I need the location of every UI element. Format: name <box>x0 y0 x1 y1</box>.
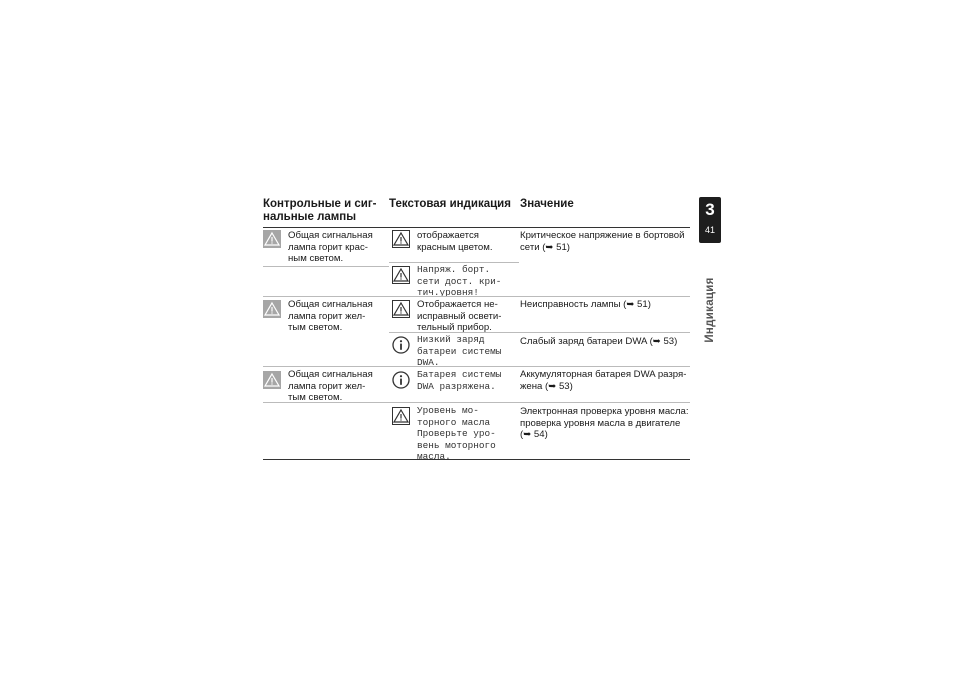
row-divider <box>389 262 519 263</box>
row3-display-message: Низкий заряд батареи системы DWA. <box>417 334 502 368</box>
row-divider <box>263 402 690 403</box>
section-title <box>702 270 718 350</box>
section-title-text: Индикация <box>704 277 716 343</box>
row-divider <box>263 266 389 267</box>
warning-triangle-icon <box>392 300 410 318</box>
warning-lamp-icon <box>263 230 281 248</box>
warning-triangle-icon <box>392 266 410 284</box>
column-header-lamps: Контрольные и сиг- нальные лампы <box>263 198 377 223</box>
column-header-meaning: Значение <box>520 198 574 210</box>
row-divider <box>263 296 690 297</box>
row3-meaning-text: Слабый заряд батареи DWA (➥ 53) <box>520 336 678 347</box>
chapter-number: 3 <box>705 200 715 219</box>
info-circle-icon <box>392 371 410 389</box>
warning-lamp-icon <box>263 300 281 318</box>
header-divider <box>263 227 690 228</box>
row5-meaning-text: Электронная проверка уровня масла: проверка уровня масла в двигателе (➥ 54) <box>520 406 689 440</box>
page-number: 41 <box>704 225 715 235</box>
row2-lamp-text: Общая сигнальная лампа горит жел- тым светом. <box>288 299 373 333</box>
column-header-display: Текстовая индикация <box>389 198 511 210</box>
row4-meaning-text: Аккумуляторная батарея DWA разря- жена (➥ 53) <box>520 369 687 392</box>
row4-display-message: Батарея системы DWA разряжена. <box>417 369 502 392</box>
table-bottom-rule <box>263 459 690 460</box>
row2-display-text: Отображается не- исправный освети- тельный прибор. <box>417 299 502 333</box>
warning-triangle-icon <box>392 230 410 248</box>
chapter-tab <box>699 197 721 243</box>
row5-display-message: Уровень мо- торного масла Проверьте уро- вень моторного масла. <box>417 405 496 462</box>
warning-triangle-icon <box>392 407 410 425</box>
warning-lamp-icon <box>263 371 281 389</box>
row1-lamp-text: Общая сигнальная лампа горит крас- ным светом. <box>288 230 373 264</box>
row4-lamp-text: Общая сигнальная лампа горит жел- тым светом. <box>288 369 373 403</box>
row1-display-message: Напряж. борт. сети дост. кри- тич.уровня! <box>417 264 502 298</box>
row1-display-text: отображается красным цветом. <box>417 230 493 253</box>
row-divider <box>389 332 690 333</box>
row1-meaning-text: Критическое напряжение в бортовой сети (➥ 51) <box>520 230 685 253</box>
info-circle-icon <box>392 336 410 354</box>
row-divider <box>263 366 690 367</box>
row2-meaning-text: Неисправность лампы (➥ 51) <box>520 299 651 310</box>
